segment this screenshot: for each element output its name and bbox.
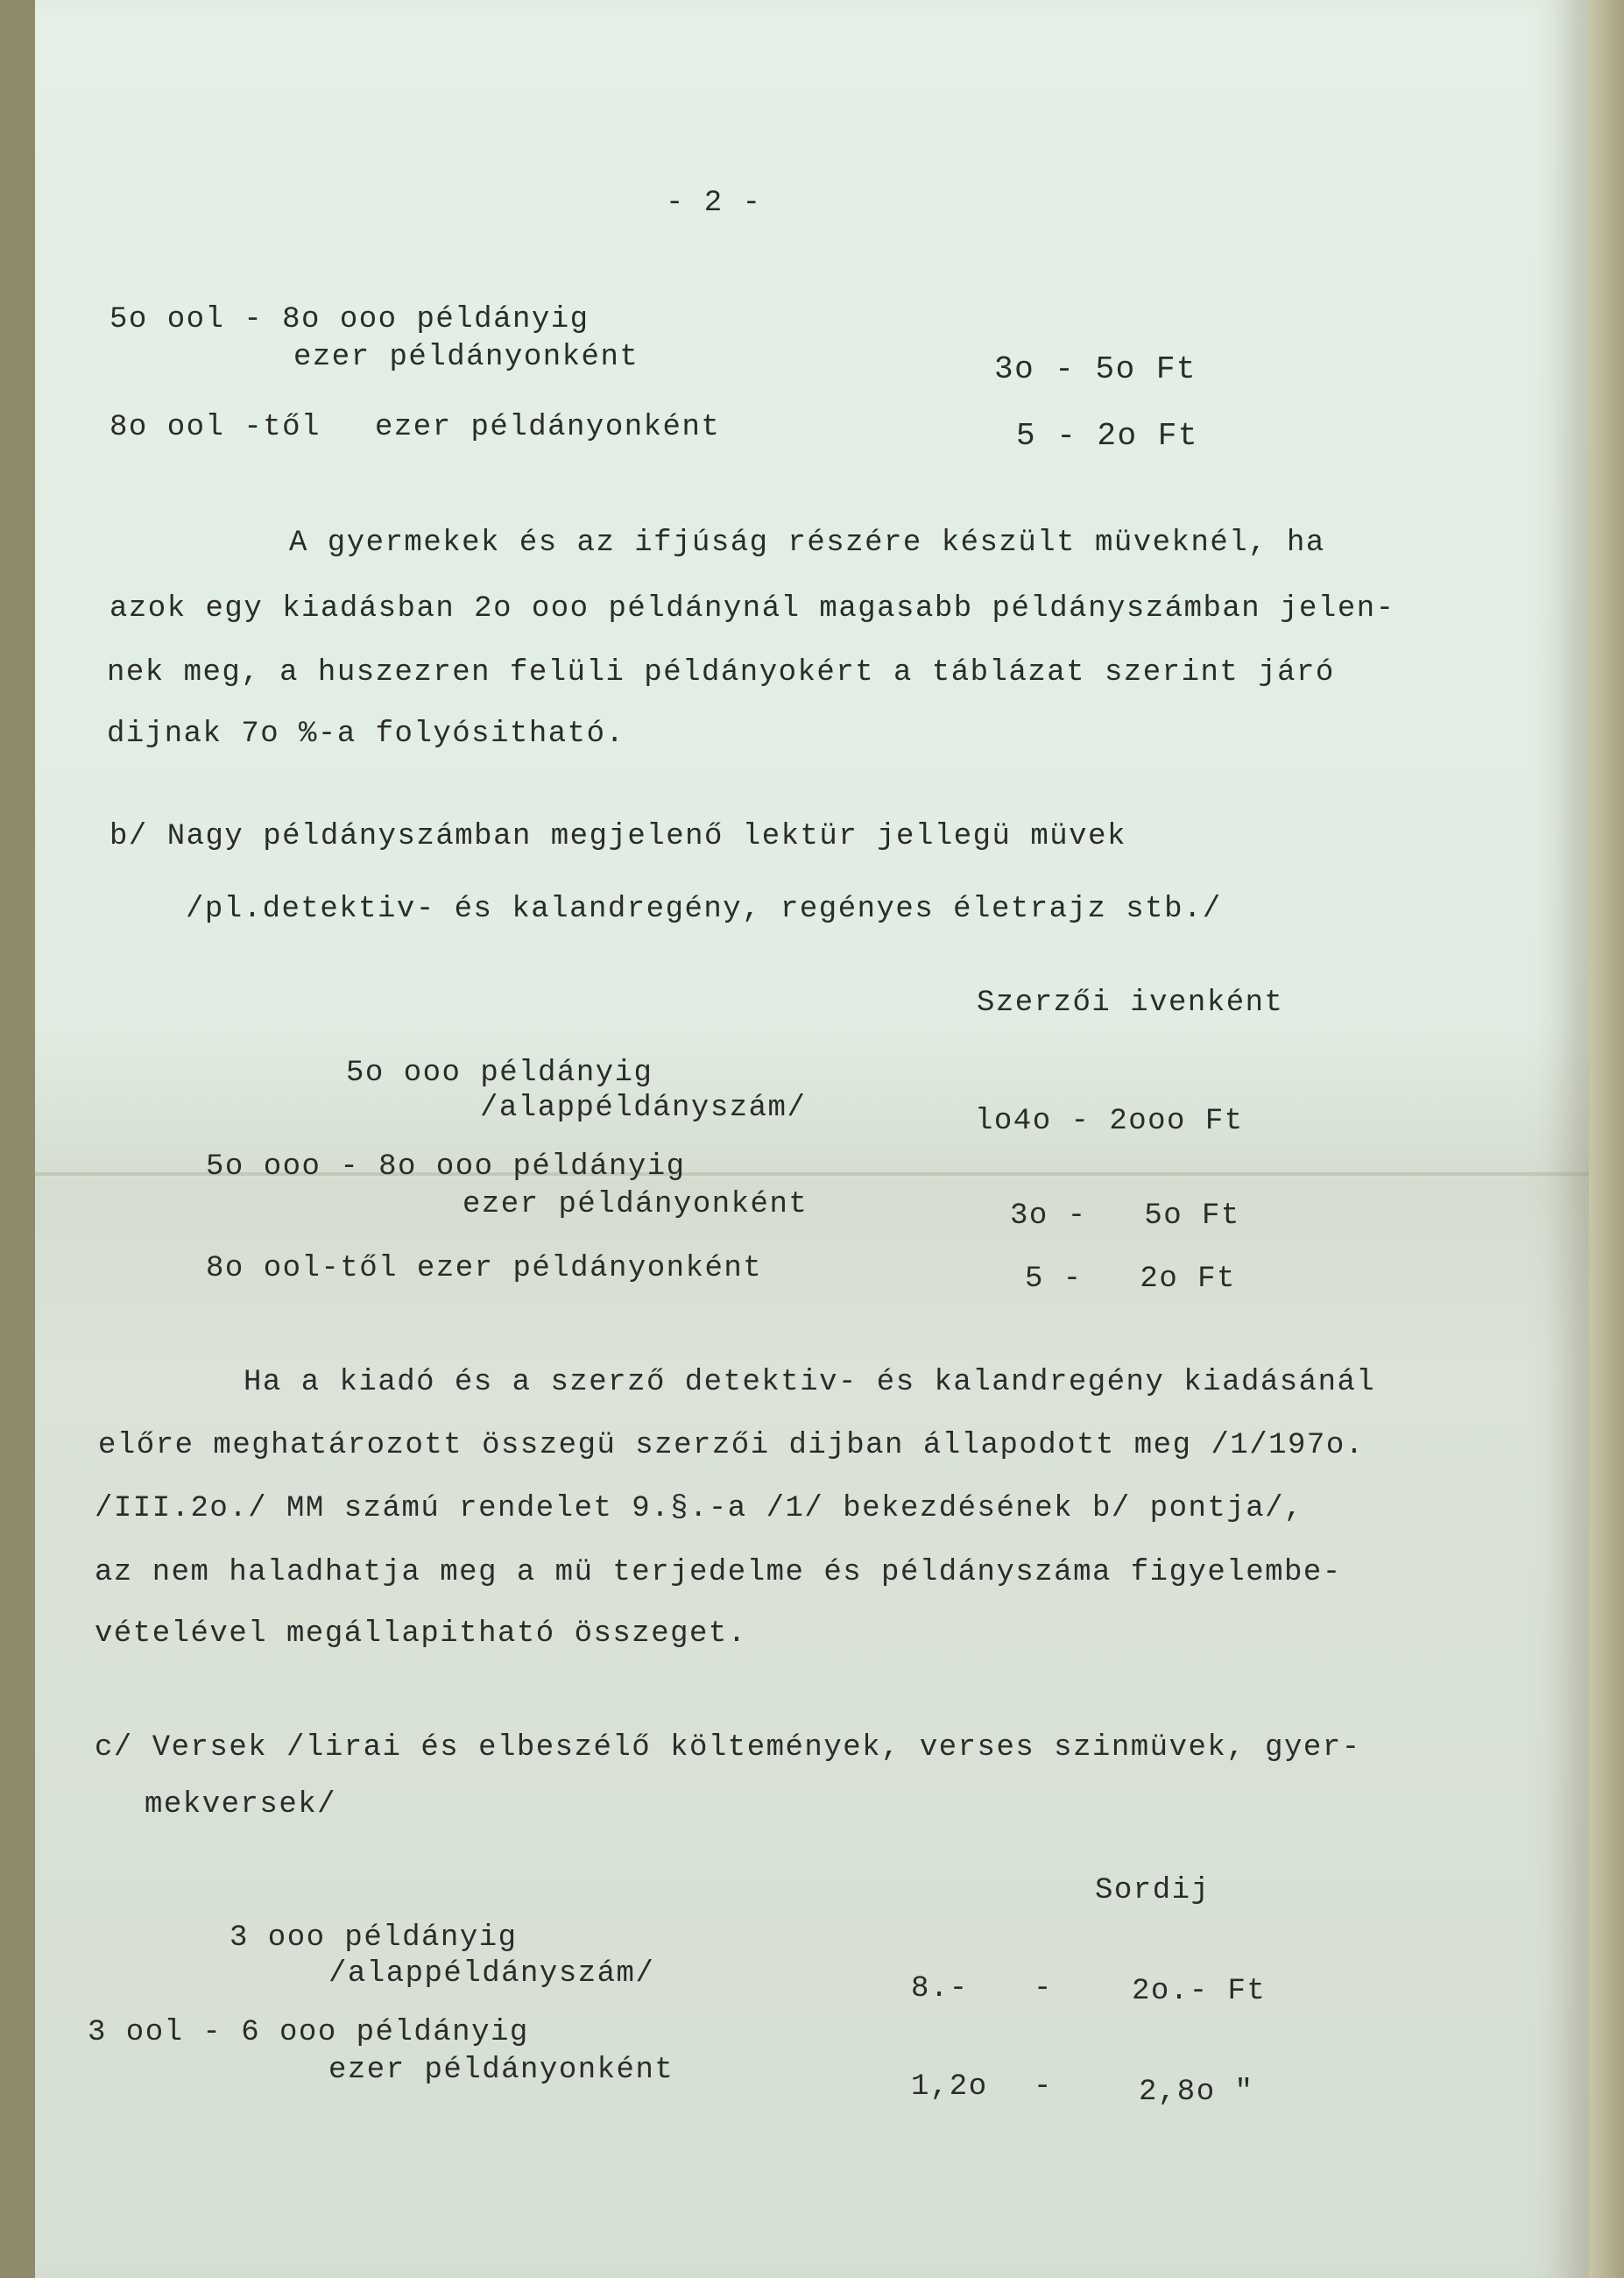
row-range: 5o ooo - 8o ooo példányig (206, 1150, 686, 1184)
row-fee-low: 8.- (911, 1972, 969, 2006)
paragraph-line: /III.2o./ MM számú rendelet 9.§.-a /1/ bekezdésének b/ pontja/, (95, 1492, 1303, 1525)
row-unit: ezer példányonként (293, 341, 639, 374)
row-range: 5o ooo példányig (346, 1057, 653, 1090)
row-unit: ezer példányonként (328, 2054, 674, 2087)
section-b-heading: /pl.detektiv- és kalandregény, regényes életrajz stb./ (186, 893, 1222, 926)
paragraph-line: dijnak 7o %-a folyósitható. (107, 718, 625, 751)
section-c-heading: mekversek/ (145, 1788, 337, 1822)
paragraph-line: az nem haladhatja meg a mü terjedelme és példányszáma figyelembe- (95, 1556, 1342, 1589)
paragraph-line: előre meghatározott összegü szerzői dijban állapodott meg /1/197o. (98, 1429, 1365, 1462)
paragraph-line: Ha a kiadó és a szerző detektiv- és kalandregény kiadásánál (244, 1366, 1376, 1399)
row-fee: 5 - 2o Ft (1016, 418, 1198, 454)
row-dash: - (1034, 1972, 1053, 2006)
column-header: Szerzői ivenként (977, 987, 1284, 1020)
row-unit: /alappéldányszám/ (480, 1092, 807, 1125)
row-fee: 3o - 5o Ft (1010, 1199, 1240, 1233)
paragraph-line: A gyermekek és az ifjúság részére készült müveknél, ha (289, 527, 1325, 560)
row-unit: ezer példányonként (462, 1188, 808, 1221)
row-fee: 3o - 5o Ft (994, 351, 1197, 387)
row-unit: ezer példányonként (375, 411, 721, 444)
row-fee: 5 - 2o Ft (1025, 1263, 1236, 1296)
column-header: Sordij (1095, 1874, 1211, 1907)
row-unit: /alappéldányszám/ (328, 1957, 655, 1991)
section-c-heading: c/ Versek /lirai és elbeszélő költemények, verses szinmüvek, gyer- (95, 1731, 1361, 1765)
row-fee-high: 2,8o " (1139, 2076, 1254, 2109)
section-b-heading: b/ Nagy példányszámban megjelenő lektür jellegü müvek (109, 820, 1126, 853)
page-number: - 2 - (666, 187, 762, 220)
row-fee-high: 2o.- Ft (1132, 1975, 1267, 2008)
row-range: 8o ool -től (109, 411, 321, 444)
paragraph-line: azok egy kiadásban 2o ooo példánynál magasabb példányszámban jelen- (109, 592, 1395, 626)
row-range: 8o ool-től ezer példányonként (206, 1252, 763, 1285)
row-range: 5o ool - 8o ooo példányig (109, 303, 590, 336)
row-range: 3 ool - 6 ooo példányig (88, 2016, 529, 2049)
row-fee-low: 1,2o (911, 2070, 988, 2104)
row-dash: - (1034, 2070, 1053, 2104)
row-fee: lo4o - 2ooo Ft (975, 1105, 1244, 1138)
page-edge (1589, 0, 1624, 2278)
row-range: 3 ooo példányig (229, 1921, 518, 1955)
paragraph-line: nek meg, a huszezren felüli példányokért a táblázat szerint járó (107, 656, 1335, 690)
paragraph-line: vételével megállapitható összeget. (95, 1617, 747, 1651)
